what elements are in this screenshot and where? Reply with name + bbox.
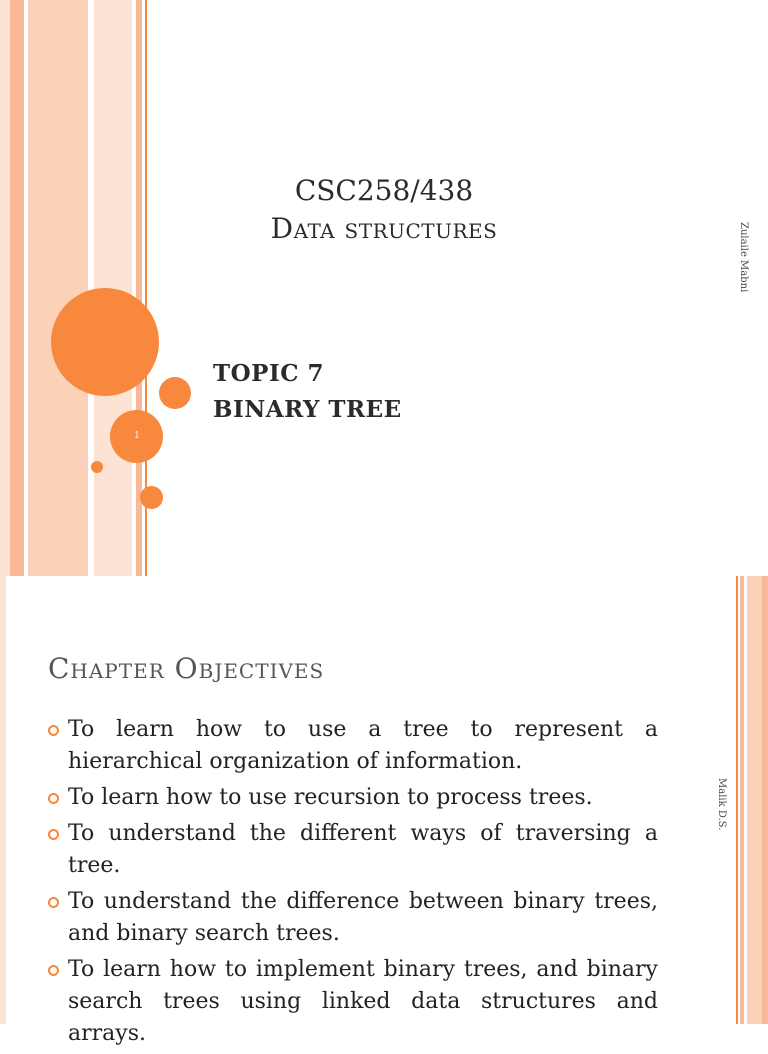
list-item (48, 818, 658, 882)
stripe-decoration (747, 576, 762, 1024)
stripe-decoration (28, 0, 88, 576)
list-item (48, 886, 658, 950)
stripe-decoration (10, 0, 24, 576)
stripe-decoration (762, 576, 768, 1024)
bullet-text: To understand the difference between binary trees, and binary search trees. (68, 889, 658, 946)
bullet-ring-icon (48, 829, 59, 840)
source-label: Malik D.S. (716, 778, 727, 831)
bullet-text: To learn how to use recursion to process trees. (68, 785, 593, 810)
slide-title (150, 172, 618, 248)
circle-decoration (51, 288, 159, 396)
slide-subtitle (213, 356, 402, 428)
bullet-ring-icon (48, 793, 59, 804)
bullet-ring-icon (48, 725, 59, 736)
list-item (48, 954, 658, 1050)
topic-name: BINARY TREE (213, 396, 402, 423)
stripe-decoration (736, 576, 738, 1024)
bullet-ring-icon (48, 897, 59, 908)
circle-decoration (91, 461, 103, 473)
list-item (48, 714, 658, 778)
slide-number: 1 (134, 431, 140, 441)
bullet-text: To learn how to implement binary trees, and binary search trees using linked data structures and arrays. (68, 957, 658, 1046)
objectives-list (48, 714, 658, 1054)
bullet-text: To learn how to use a tree to represent a hierarchical organization of information. (68, 717, 658, 774)
course-name: Data structures (270, 212, 498, 245)
topic-line: TOPIC 7 (213, 360, 325, 387)
circle-decoration (159, 377, 191, 409)
course-code: CSC258/438 (294, 174, 474, 207)
circle-decoration (140, 486, 163, 509)
list-item (48, 782, 658, 814)
stripe-decoration (0, 576, 6, 1024)
bullet-text: To understand the different ways of traversing a tree. (68, 821, 658, 878)
stripe-decoration (0, 0, 10, 576)
author-label: Zulaile Mabni (738, 222, 749, 293)
slide-heading: Chapter Objectives (48, 652, 325, 685)
bullet-ring-icon (48, 965, 59, 976)
